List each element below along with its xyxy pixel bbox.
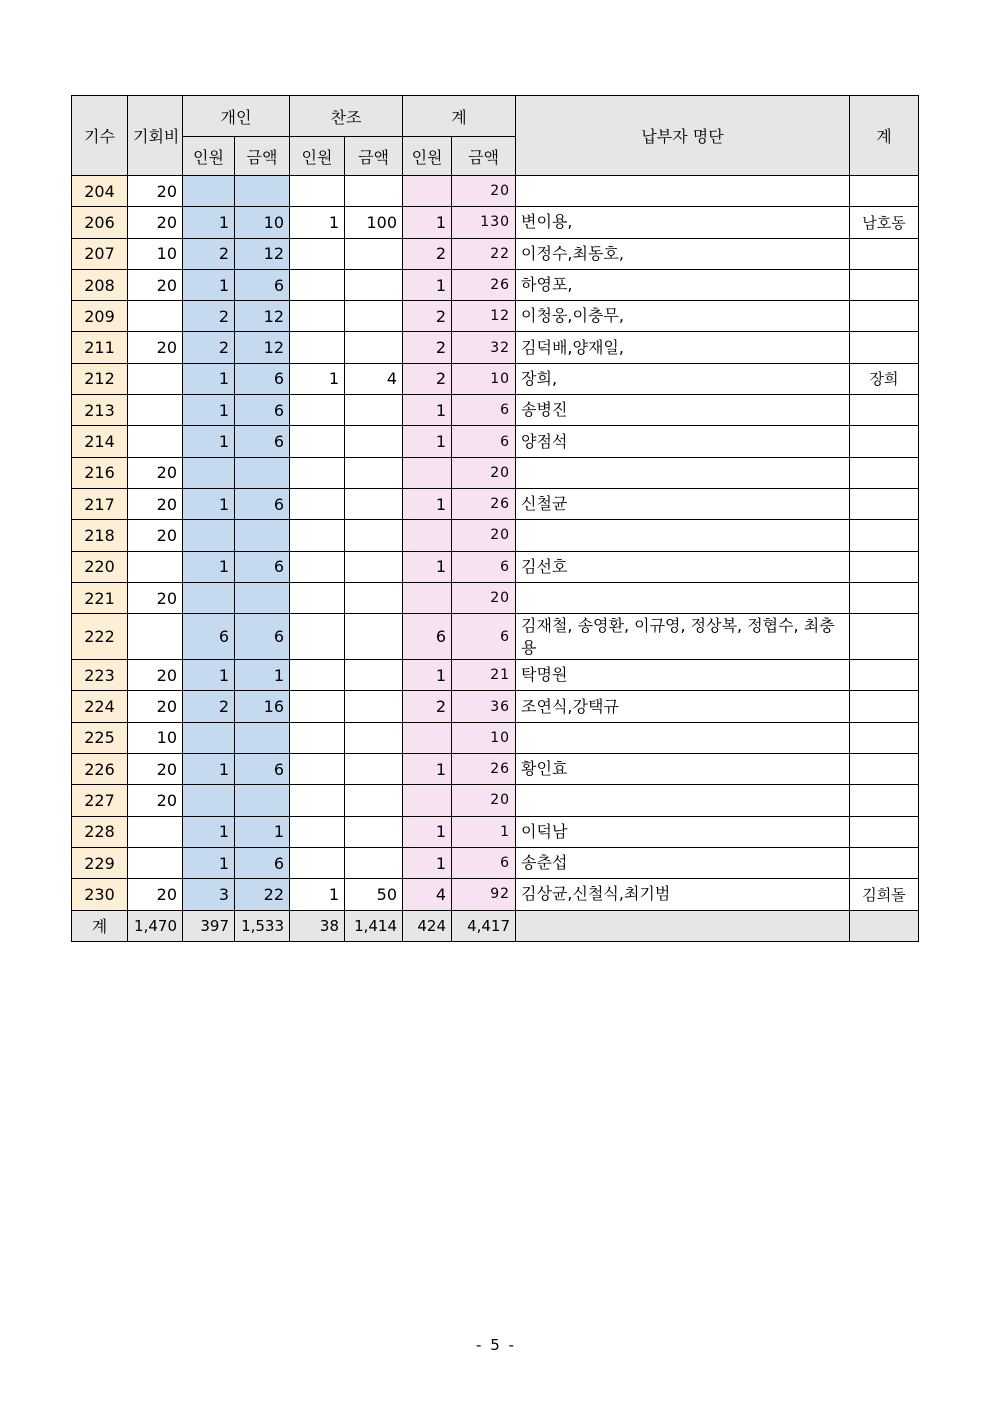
row-total-count <box>403 176 452 207</box>
row-sponsor-count <box>290 551 345 582</box>
row-note <box>850 614 919 660</box>
row-names: 황인효 <box>516 754 850 785</box>
row-sponsor-amount: 50 <box>345 879 403 910</box>
row-individual-count <box>183 582 235 613</box>
row-note <box>850 520 919 551</box>
row-gisu: 204 <box>72 176 128 207</box>
row-sponsor-count <box>290 426 345 457</box>
row-names: 이정수,최동호, <box>516 238 850 269</box>
row-names: 송춘섭 <box>516 847 850 878</box>
row-individual-amount: 10 <box>235 207 290 238</box>
row-individual-amount: 6 <box>235 395 290 426</box>
row-total-count: 1 <box>403 426 452 457</box>
row-note <box>850 238 919 269</box>
totals-row <box>72 910 919 941</box>
row-sponsor-count <box>290 785 345 816</box>
header-note: 계 <box>850 96 919 176</box>
header-fee: 기회비 <box>128 96 183 176</box>
row-names <box>516 457 850 488</box>
row-individual-count <box>183 176 235 207</box>
row-note <box>850 332 919 363</box>
table-row <box>72 660 919 691</box>
row-total-amount: 12 <box>452 301 516 332</box>
row-sponsor-amount <box>345 269 403 300</box>
row-individual-count: 6 <box>183 614 235 660</box>
row-sponsor-count <box>290 269 345 300</box>
row-gisu: 228 <box>72 816 128 847</box>
page-number: - 5 - <box>476 1336 516 1354</box>
row-individual-amount: 12 <box>235 332 290 363</box>
table-header <box>72 96 919 176</box>
row-fee: 20 <box>128 176 183 207</box>
row-gisu: 213 <box>72 395 128 426</box>
table-row <box>72 551 919 582</box>
row-names: 하영포, <box>516 269 850 300</box>
row-gisu: 220 <box>72 551 128 582</box>
row-sponsor-amount <box>345 176 403 207</box>
row-total-amount: 20 <box>452 520 516 551</box>
row-individual-count: 1 <box>183 660 235 691</box>
row-names: 양점석 <box>516 426 850 457</box>
row-names: 장희, <box>516 363 850 394</box>
row-total-amount: 36 <box>452 691 516 722</box>
row-names: 이덕남 <box>516 816 850 847</box>
row-total-count <box>403 722 452 753</box>
row-sponsor-amount: 100 <box>345 207 403 238</box>
header-total-amount: 금액 <box>452 137 516 176</box>
totals-fee: 1,470 <box>128 910 183 941</box>
row-sponsor-count <box>290 816 345 847</box>
totals-sponsor-count: 38 <box>290 910 345 941</box>
row-sponsor-amount: 4 <box>345 363 403 394</box>
row-sponsor-count <box>290 457 345 488</box>
row-fee <box>128 551 183 582</box>
row-note <box>850 269 919 300</box>
row-sponsor-count: 1 <box>290 879 345 910</box>
row-fee: 20 <box>128 582 183 613</box>
row-total-count: 1 <box>403 207 452 238</box>
row-total-amount: 6 <box>452 551 516 582</box>
row-sponsor-amount <box>345 332 403 363</box>
row-individual-count: 1 <box>183 754 235 785</box>
row-gisu: 208 <box>72 269 128 300</box>
row-total-amount: 26 <box>452 754 516 785</box>
row-fee: 20 <box>128 269 183 300</box>
row-note <box>850 785 919 816</box>
row-total-amount: 22 <box>452 238 516 269</box>
row-total-count <box>403 457 452 488</box>
row-sponsor-amount <box>345 691 403 722</box>
row-sponsor-count <box>290 847 345 878</box>
row-individual-count: 1 <box>183 269 235 300</box>
row-fee: 20 <box>128 207 183 238</box>
row-individual-amount: 6 <box>235 754 290 785</box>
row-fee <box>128 614 183 660</box>
row-individual-count: 3 <box>183 879 235 910</box>
row-individual-count <box>183 457 235 488</box>
header-sponsor-count: 인원 <box>290 137 345 176</box>
row-note: 장희 <box>850 363 919 394</box>
row-total-amount: 21 <box>452 660 516 691</box>
totals-individual-count: 397 <box>183 910 235 941</box>
row-note <box>850 551 919 582</box>
row-total-amount: 6 <box>452 847 516 878</box>
row-note <box>850 691 919 722</box>
row-sponsor-amount <box>345 426 403 457</box>
table-footer <box>72 910 919 941</box>
table-row <box>72 816 919 847</box>
row-fee: 20 <box>128 457 183 488</box>
row-sponsor-count: 1 <box>290 207 345 238</box>
row-note <box>850 816 919 847</box>
row-gisu: 224 <box>72 691 128 722</box>
row-individual-amount <box>235 582 290 613</box>
row-sponsor-amount <box>345 660 403 691</box>
row-sponsor-amount <box>345 238 403 269</box>
row-total-count: 2 <box>403 363 452 394</box>
row-total-count: 2 <box>403 332 452 363</box>
row-total-count <box>403 785 452 816</box>
totals-names <box>516 910 850 941</box>
row-individual-amount: 6 <box>235 551 290 582</box>
row-fee <box>128 363 183 394</box>
row-gisu: 223 <box>72 660 128 691</box>
table-row <box>72 238 919 269</box>
header-individual: 개인 <box>183 96 290 137</box>
row-gisu: 206 <box>72 207 128 238</box>
row-individual-count: 1 <box>183 816 235 847</box>
row-individual-count <box>183 722 235 753</box>
row-names: 김덕배,양재일, <box>516 332 850 363</box>
row-gisu: 211 <box>72 332 128 363</box>
row-individual-amount: 22 <box>235 879 290 910</box>
row-sponsor-count: 1 <box>290 363 345 394</box>
row-fee: 20 <box>128 754 183 785</box>
row-total-amount: 20 <box>452 457 516 488</box>
totals-individual-amount: 1,533 <box>235 910 290 941</box>
table-row <box>72 395 919 426</box>
header-gisu: 기수 <box>72 96 128 176</box>
row-total-count <box>403 582 452 613</box>
row-individual-count: 1 <box>183 207 235 238</box>
row-note <box>850 754 919 785</box>
row-sponsor-amount <box>345 582 403 613</box>
table-row <box>72 691 919 722</box>
header-total-count: 인원 <box>403 137 452 176</box>
row-note: 남호동 <box>850 207 919 238</box>
row-total-count: 2 <box>403 691 452 722</box>
row-total-amount: 32 <box>452 332 516 363</box>
row-total-count: 1 <box>403 488 452 519</box>
row-note <box>850 660 919 691</box>
row-names: 송병진 <box>516 395 850 426</box>
row-names: 김선호 <box>516 551 850 582</box>
row-gisu: 214 <box>72 426 128 457</box>
row-individual-count: 2 <box>183 691 235 722</box>
table-row <box>72 785 919 816</box>
row-sponsor-count <box>290 614 345 660</box>
row-names: 조연식,강택규 <box>516 691 850 722</box>
row-note <box>850 301 919 332</box>
row-total-amount: 1 <box>452 816 516 847</box>
row-fee: 20 <box>128 879 183 910</box>
row-individual-count: 1 <box>183 551 235 582</box>
row-sponsor-count <box>290 691 345 722</box>
row-note <box>850 176 919 207</box>
table-row <box>72 488 919 519</box>
row-fee: 20 <box>128 488 183 519</box>
totals-sponsor-amount: 1,414 <box>345 910 403 941</box>
row-individual-amount: 6 <box>235 269 290 300</box>
row-sponsor-amount <box>345 722 403 753</box>
row-total-amount: 130 <box>452 207 516 238</box>
row-note <box>850 457 919 488</box>
totals-note <box>850 910 919 941</box>
row-fee <box>128 847 183 878</box>
header-sponsor-amount: 금액 <box>345 137 403 176</box>
table-row <box>72 176 919 207</box>
row-total-amount: 20 <box>452 785 516 816</box>
row-fee: 10 <box>128 238 183 269</box>
row-individual-amount: 6 <box>235 614 290 660</box>
row-total-amount: 10 <box>452 722 516 753</box>
row-total-count: 1 <box>403 847 452 878</box>
row-total-count: 1 <box>403 816 452 847</box>
row-individual-count: 1 <box>183 395 235 426</box>
row-individual-count <box>183 785 235 816</box>
row-total-count: 1 <box>403 395 452 426</box>
row-gisu: 222 <box>72 614 128 660</box>
row-fee: 20 <box>128 332 183 363</box>
row-total-amount: 10 <box>452 363 516 394</box>
row-individual-count: 1 <box>183 426 235 457</box>
row-individual-count: 2 <box>183 238 235 269</box>
totals-total-amount: 4,417 <box>452 910 516 941</box>
row-total-amount: 26 <box>452 488 516 519</box>
row-individual-amount <box>235 457 290 488</box>
table-row <box>72 457 919 488</box>
row-sponsor-amount <box>345 488 403 519</box>
row-gisu: 207 <box>72 238 128 269</box>
row-sponsor-amount <box>345 754 403 785</box>
row-individual-amount <box>235 785 290 816</box>
row-total-count: 1 <box>403 269 452 300</box>
row-individual-amount: 6 <box>235 847 290 878</box>
row-names <box>516 785 850 816</box>
table-row <box>72 207 919 238</box>
row-individual-count: 1 <box>183 363 235 394</box>
row-fee <box>128 426 183 457</box>
row-gisu: 229 <box>72 847 128 878</box>
row-sponsor-amount <box>345 785 403 816</box>
row-note <box>850 488 919 519</box>
table-row <box>72 363 919 394</box>
row-total-count <box>403 520 452 551</box>
row-sponsor-count <box>290 488 345 519</box>
row-total-amount: 6 <box>452 614 516 660</box>
row-individual-amount: 6 <box>235 488 290 519</box>
row-gisu: 227 <box>72 785 128 816</box>
row-total-count: 1 <box>403 551 452 582</box>
row-total-count: 4 <box>403 879 452 910</box>
row-note <box>850 722 919 753</box>
row-individual-amount: 12 <box>235 301 290 332</box>
row-individual-amount: 6 <box>235 426 290 457</box>
row-total-amount: 26 <box>452 269 516 300</box>
row-fee <box>128 816 183 847</box>
table-row <box>72 520 919 551</box>
row-fee: 20 <box>128 691 183 722</box>
table-row <box>72 301 919 332</box>
row-sponsor-amount <box>345 816 403 847</box>
row-total-amount: 20 <box>452 582 516 613</box>
row-sponsor-count <box>290 395 345 426</box>
row-gisu: 218 <box>72 520 128 551</box>
header-total: 계 <box>403 96 516 137</box>
row-sponsor-amount <box>345 395 403 426</box>
row-individual-amount: 12 <box>235 238 290 269</box>
table-row <box>72 879 919 910</box>
row-gisu: 225 <box>72 722 128 753</box>
row-sponsor-count <box>290 238 345 269</box>
row-note <box>850 395 919 426</box>
row-sponsor-count <box>290 520 345 551</box>
row-sponsor-amount <box>345 614 403 660</box>
row-names: 이청웅,이충무, <box>516 301 850 332</box>
row-individual-count: 2 <box>183 301 235 332</box>
table-row <box>72 582 919 613</box>
row-fee <box>128 301 183 332</box>
row-total-amount: 20 <box>452 176 516 207</box>
row-gisu: 230 <box>72 879 128 910</box>
row-individual-amount: 6 <box>235 363 290 394</box>
row-sponsor-amount <box>345 520 403 551</box>
row-names <box>516 722 850 753</box>
row-sponsor-amount <box>345 457 403 488</box>
row-sponsor-count <box>290 301 345 332</box>
row-note: 김희돌 <box>850 879 919 910</box>
row-total-count: 1 <box>403 754 452 785</box>
row-total-amount: 6 <box>452 395 516 426</box>
table-row <box>72 614 919 660</box>
donation-roster-table <box>71 95 919 942</box>
table-row <box>72 722 919 753</box>
header-individual-count: 인원 <box>183 137 235 176</box>
header-individual-amount: 금액 <box>235 137 290 176</box>
row-individual-amount <box>235 722 290 753</box>
row-individual-amount: 1 <box>235 816 290 847</box>
table-row <box>72 269 919 300</box>
row-gisu: 212 <box>72 363 128 394</box>
row-sponsor-count <box>290 332 345 363</box>
row-names <box>516 582 850 613</box>
row-sponsor-count <box>290 722 345 753</box>
row-fee: 20 <box>128 785 183 816</box>
row-names: 신철균 <box>516 488 850 519</box>
row-total-count: 6 <box>403 614 452 660</box>
row-gisu: 217 <box>72 488 128 519</box>
row-gisu: 226 <box>72 754 128 785</box>
row-individual-count: 1 <box>183 488 235 519</box>
row-gisu: 216 <box>72 457 128 488</box>
row-total-amount: 6 <box>452 426 516 457</box>
row-names: 변이용, <box>516 207 850 238</box>
row-individual-count <box>183 520 235 551</box>
row-note <box>850 426 919 457</box>
totals-label: 계 <box>72 910 128 941</box>
header-names: 납부자 명단 <box>516 96 850 176</box>
row-total-count: 2 <box>403 238 452 269</box>
row-individual-amount <box>235 176 290 207</box>
header-sponsor: 찬조 <box>290 96 403 137</box>
row-names: 탁명원 <box>516 660 850 691</box>
row-individual-amount: 16 <box>235 691 290 722</box>
row-sponsor-count <box>290 754 345 785</box>
row-total-count: 2 <box>403 301 452 332</box>
table-row <box>72 426 919 457</box>
row-sponsor-amount <box>345 847 403 878</box>
table-body <box>72 176 919 911</box>
row-names <box>516 520 850 551</box>
totals-total-count: 424 <box>403 910 452 941</box>
row-sponsor-count <box>290 660 345 691</box>
row-fee: 20 <box>128 660 183 691</box>
row-sponsor-amount <box>345 301 403 332</box>
row-note <box>850 847 919 878</box>
table-row <box>72 754 919 785</box>
row-sponsor-count <box>290 176 345 207</box>
row-names <box>516 176 850 207</box>
row-individual-amount: 1 <box>235 660 290 691</box>
table-row <box>72 847 919 878</box>
row-names: 김상균,신철식,최기범 <box>516 879 850 910</box>
row-total-amount: 92 <box>452 879 516 910</box>
row-total-count: 1 <box>403 660 452 691</box>
row-sponsor-count <box>290 582 345 613</box>
row-sponsor-amount <box>345 551 403 582</box>
row-note <box>850 582 919 613</box>
row-individual-amount <box>235 520 290 551</box>
table-row <box>72 332 919 363</box>
row-names: 김재철, 송영환, 이규영, 정상복, 정협수, 최충용 <box>516 614 850 660</box>
row-fee: 10 <box>128 722 183 753</box>
row-individual-count: 2 <box>183 332 235 363</box>
row-individual-count: 1 <box>183 847 235 878</box>
row-fee <box>128 395 183 426</box>
row-gisu: 209 <box>72 301 128 332</box>
row-gisu: 221 <box>72 582 128 613</box>
row-fee: 20 <box>128 520 183 551</box>
